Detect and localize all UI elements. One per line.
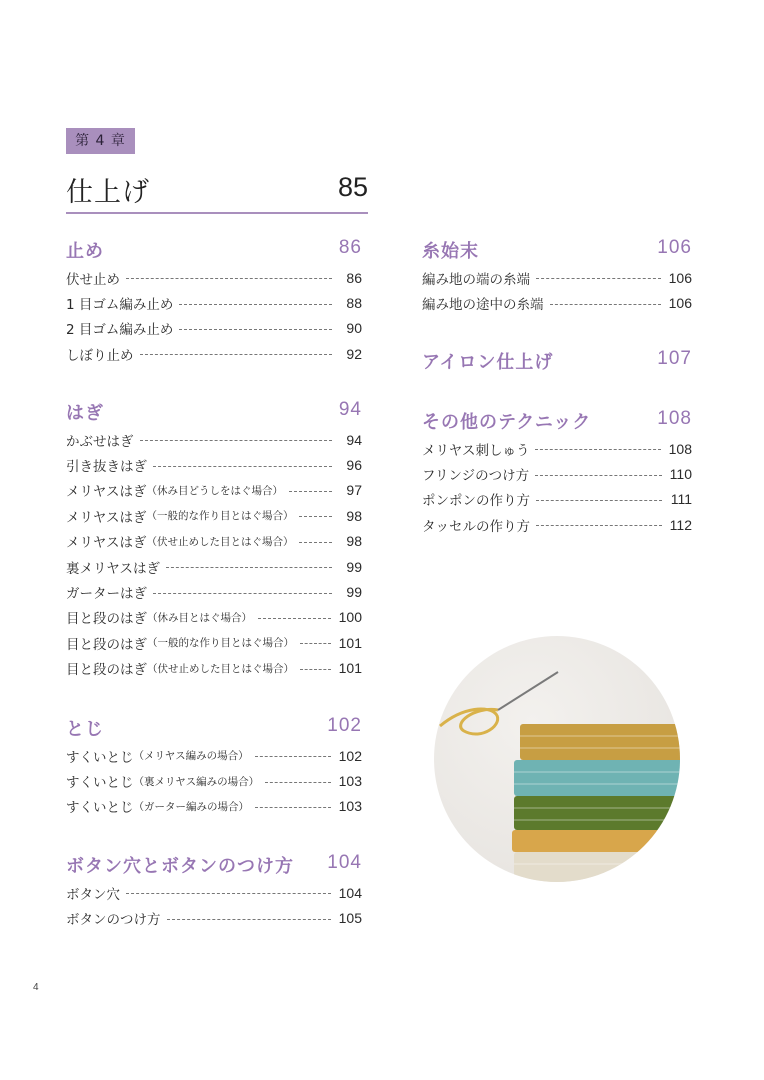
swatch-gold — [512, 830, 680, 852]
entry-page-number: 97 — [346, 482, 362, 499]
section-title: はぎ — [66, 403, 104, 424]
toc-entry — [422, 461, 692, 486]
section-heading — [66, 852, 362, 880]
entry-subtitle: （一般的な作り目とはぐ場合） — [146, 510, 294, 523]
dotted-leader — [126, 278, 332, 279]
entry-subtitle: （伏せ止めした目とはぐ場合） — [147, 662, 294, 675]
swatch-teal — [514, 760, 680, 796]
entry-title: 編み地の端の糸端 — [422, 271, 530, 288]
entry-title: 目と段のはぎ — [66, 636, 147, 653]
entry-title: メリヤスはぎ — [66, 509, 147, 526]
knitting-swatches-illustration — [434, 636, 680, 882]
section-page-number: 106 — [657, 237, 692, 258]
entry-page-number: 101 — [338, 634, 362, 651]
chapter-page-number: 85 — [337, 172, 368, 202]
swatch-cream — [514, 852, 680, 882]
entry-title: ポンポンの作り方 — [422, 493, 530, 510]
entry-page-number: 98 — [346, 533, 362, 550]
entry-title: すくいとじ — [66, 800, 134, 817]
dotted-leader — [265, 782, 331, 783]
section-title: 止め — [66, 241, 104, 262]
section-page-number: 104 — [327, 852, 362, 873]
entry-page-number: 106 — [668, 295, 692, 312]
dotted-leader — [258, 618, 331, 619]
entry-title: ボタンのつけ方 — [66, 912, 161, 929]
entry-page-number: 104 — [338, 884, 362, 901]
entry-title: 編み地の途中の糸端 — [422, 297, 544, 314]
entry-page-number: 106 — [668, 269, 692, 286]
chapter-badge: 第 4 章 — [66, 128, 135, 154]
entry-title: しぼり止め — [66, 347, 134, 364]
entry-title: 引き抜きはぎ — [66, 459, 147, 476]
toc-entry — [66, 427, 362, 452]
entry-subtitle: （一般的な作り目とはぐ場合） — [147, 637, 294, 650]
dotted-leader — [126, 893, 331, 894]
entry-title: 1 目ゴム編み止め — [66, 297, 174, 314]
section-heading — [66, 237, 362, 265]
dotted-leader — [535, 475, 662, 476]
entry-page-number: 98 — [346, 507, 362, 524]
entry-page-number: 111 — [670, 491, 692, 508]
toc-entry — [66, 768, 362, 793]
toc-entry — [66, 341, 362, 366]
toc-entry — [422, 436, 692, 461]
dotted-leader — [536, 500, 662, 501]
dotted-leader — [535, 449, 660, 450]
entry-title: メリヤスはぎ — [66, 484, 147, 501]
entry-title: すくいとじ — [66, 775, 134, 792]
toc-entry — [66, 579, 362, 604]
dotted-leader — [255, 756, 331, 757]
entry-page-number: 112 — [669, 516, 692, 533]
toc-entry — [422, 290, 692, 315]
entry-title: タッセルの作り方 — [422, 518, 530, 535]
dotted-leader — [255, 807, 331, 808]
entry-title: すくいとじ — [66, 749, 134, 766]
dotted-leader — [299, 516, 332, 517]
section-page-number: 108 — [657, 408, 692, 429]
swatch-green — [514, 796, 680, 830]
dotted-leader — [153, 593, 332, 594]
toc-entry — [66, 554, 362, 579]
toc-section — [66, 715, 362, 819]
entry-subtitle: （伏せ止めした目とはぐ場合） — [146, 535, 294, 548]
entry-page-number: 88 — [346, 295, 362, 312]
knitting-swatches-photo — [434, 636, 680, 882]
section-title: その他のテクニック — [422, 412, 592, 433]
entry-page-number: 100 — [338, 609, 362, 626]
section-title: とじ — [66, 719, 104, 740]
section-heading — [66, 399, 362, 427]
dotted-leader — [299, 542, 332, 543]
toc-entry — [422, 512, 692, 537]
dotted-leader — [167, 919, 331, 920]
toc-entry — [66, 880, 362, 905]
dotted-leader — [179, 304, 332, 305]
entry-subtitle: （ガーター編みの場合） — [133, 800, 249, 813]
toc-entry — [66, 529, 362, 554]
entry-page-number: 108 — [668, 440, 692, 457]
dotted-leader — [140, 440, 333, 441]
section-page-number: 86 — [338, 237, 362, 258]
entry-title: 目と段のはぎ — [66, 611, 147, 628]
toc-entry — [422, 265, 692, 290]
toc-entry — [66, 478, 362, 503]
toc-entry — [66, 794, 362, 819]
dotted-leader — [536, 278, 661, 279]
entry-title: フリンジのつけ方 — [422, 468, 530, 485]
toc-section — [66, 399, 362, 681]
dotted-leader — [179, 329, 332, 330]
entry-title: 目と段のはぎ — [66, 662, 147, 679]
chapter-divider — [66, 212, 368, 214]
entry-subtitle: （メリヤス編みの場合） — [133, 750, 249, 763]
section-title: アイロン仕上げ — [422, 352, 554, 373]
entry-title: ガーターはぎ — [66, 586, 147, 603]
toc-entry — [66, 265, 362, 290]
entry-subtitle: （裏メリヤス編みの場合） — [133, 775, 260, 788]
entry-page-number: 103 — [338, 773, 362, 790]
section-page-number: 102 — [327, 715, 362, 736]
entry-page-number: 90 — [346, 320, 362, 337]
yarn-strand — [440, 709, 498, 734]
toc-entry — [66, 503, 362, 528]
entry-page-number: 99 — [346, 584, 362, 601]
dotted-leader — [166, 567, 332, 568]
needle — [498, 672, 558, 710]
entry-title: かぶせはぎ — [66, 433, 134, 450]
toc-entry — [422, 487, 692, 512]
chapter-title: 仕上げ — [66, 177, 150, 208]
entry-page-number: 110 — [669, 466, 692, 483]
toc-section — [66, 237, 362, 367]
toc-entry — [66, 743, 362, 768]
entry-page-number: 96 — [346, 457, 362, 474]
entry-page-number: 105 — [338, 910, 362, 927]
dotted-leader — [289, 491, 332, 492]
entry-page-number: 92 — [346, 345, 362, 362]
entry-page-number: 86 — [346, 269, 362, 286]
entry-title: 2 目ゴム編み止め — [66, 322, 174, 339]
toc-entry — [66, 452, 362, 477]
toc-entry — [66, 656, 362, 681]
entry-page-number: 99 — [346, 558, 362, 575]
entry-title: 裏メリヤスはぎ — [66, 560, 160, 577]
entry-title: メリヤスはぎ — [66, 535, 147, 552]
section-heading — [422, 348, 692, 376]
section-heading — [66, 715, 362, 743]
dotted-leader — [140, 354, 333, 355]
entry-title: メリヤス刺しゅう — [422, 442, 530, 459]
entry-title: ボタン穴 — [66, 886, 120, 903]
toc-entry — [66, 605, 362, 630]
dotted-leader — [536, 525, 662, 526]
section-title: 糸始末 — [422, 241, 479, 262]
dotted-leader — [153, 466, 332, 467]
toc-section — [66, 852, 362, 931]
entry-subtitle: （休み目どうしをはぐ場合） — [146, 484, 283, 497]
entry-subtitle: （休み目とはぐ場合） — [147, 611, 252, 624]
entry-page-number: 103 — [338, 798, 362, 815]
toc-entry — [66, 630, 362, 655]
section-heading — [422, 237, 692, 265]
toc-section — [422, 348, 692, 376]
section-page-number: 94 — [338, 399, 362, 420]
swatch-mustard — [520, 724, 680, 760]
toc-section — [422, 237, 692, 316]
section-heading — [422, 408, 692, 436]
page-number: 4 — [33, 982, 39, 993]
dotted-leader — [300, 669, 331, 670]
dotted-leader — [550, 304, 661, 305]
entry-page-number: 102 — [338, 747, 362, 764]
entry-title: 伏せ止め — [66, 271, 120, 288]
toc-entry — [66, 290, 362, 315]
section-title: ボタン穴とボタンのつけ方 — [66, 856, 294, 877]
toc-section — [422, 408, 692, 538]
dotted-leader — [300, 643, 331, 644]
entry-page-number: 101 — [338, 660, 362, 677]
entry-page-number: 94 — [346, 431, 362, 448]
section-page-number: 107 — [657, 348, 692, 369]
toc-entry — [66, 316, 362, 341]
toc-entry — [66, 905, 362, 930]
